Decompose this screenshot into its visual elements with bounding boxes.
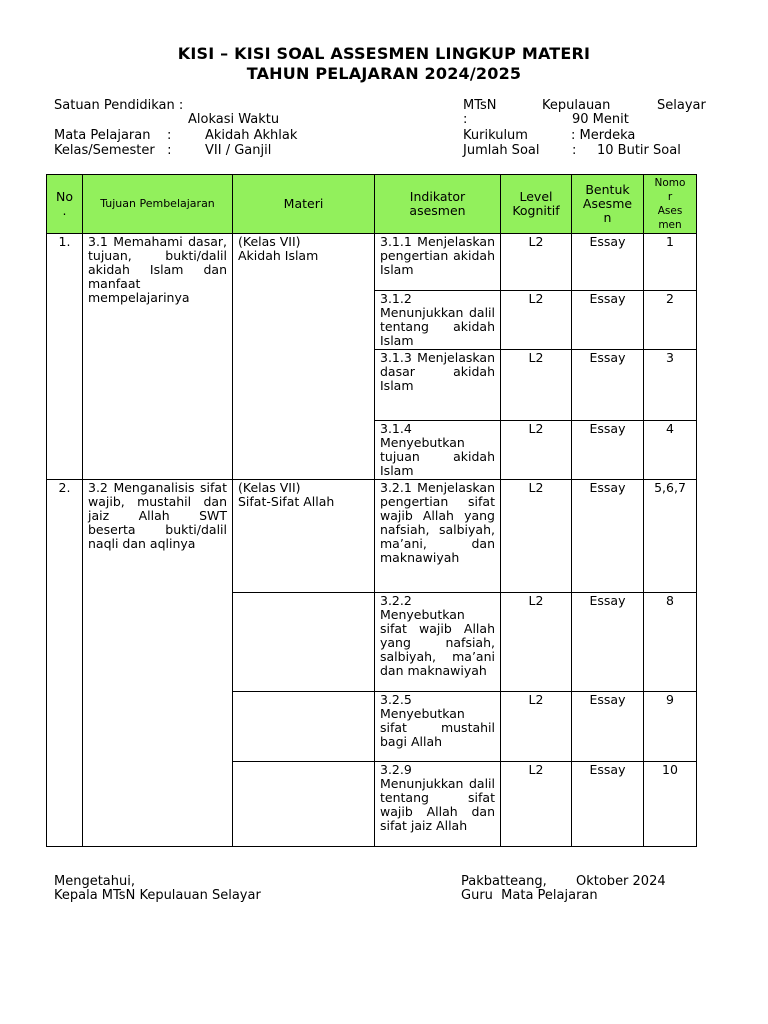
header-bentuk: Bentuk Asesme n (572, 175, 644, 234)
level-cell: L2 (501, 421, 572, 480)
sig-left-line2: Kepala MTsN Kepulauan Selayar (54, 888, 261, 903)
bentuk-cell: Essay (572, 421, 644, 480)
nomor-cell: 2 (644, 291, 697, 350)
kisi-kisi-table (46, 174, 697, 847)
nomor-cell: 1 (644, 234, 697, 291)
indikator-cell: 3.2.5 Menyebutkan sifat mustahil bagi Allah (375, 692, 501, 762)
mapel-value: Akidah Akhlak (205, 128, 298, 143)
kurikulum-label: Kurikulum (463, 128, 528, 143)
bentuk-cell: Essay (572, 480, 644, 593)
materi-cell-empty (233, 762, 375, 847)
school-word-1: MTsN (463, 98, 497, 113)
materi-cell: (Kelas VII) Akidah Islam (233, 234, 375, 480)
sig-date: Oktober 2024 (576, 874, 666, 889)
bentuk-cell: Essay (572, 291, 644, 350)
bentuk-cell: Essay (572, 692, 644, 762)
jumlah-value: 10 Butir Soal (597, 143, 681, 158)
indikator-cell: 3.1.4 Menyebutkan tujuan akidah Islam (375, 421, 501, 480)
table-header-row (47, 175, 697, 234)
sig-right-line2: Guru Mata Pelajaran (461, 888, 598, 903)
kelas-value: VII / Ganjil (205, 143, 272, 158)
header-tujuan: Tujuan Pembelajaran (83, 175, 233, 234)
level-cell: L2 (501, 692, 572, 762)
row-number: 2. (47, 480, 83, 847)
table-row (47, 234, 697, 291)
header-level: Level Kognitif (501, 175, 572, 234)
document-subtitle: TAHUN PELAJARAN 2024/2025 (246, 64, 522, 83)
jumlah-colon: : (572, 143, 577, 158)
nomor-cell: 8 (644, 593, 697, 692)
school-word-3: Selayar (657, 98, 706, 113)
alokasi-value: 90 Menit (572, 112, 629, 127)
table-row (47, 480, 697, 593)
sig-place: Pakbatteang, (461, 874, 547, 889)
materi-cell-empty (233, 692, 375, 762)
indikator-cell: 3.1.1 Menjelaskan pengertian akidah Islam (375, 234, 501, 291)
level-cell: L2 (501, 350, 572, 421)
sig-left-line1: Mengetahui, (54, 874, 135, 889)
document-title: KISI – KISI SOAL ASSESMEN LINGKUP MATERI (177, 44, 591, 63)
bentuk-cell: Essay (572, 593, 644, 692)
nomor-cell: 4 (644, 421, 697, 480)
alokasi-label: Alokasi Waktu (188, 112, 280, 127)
kurikulum-value: : Merdeka (571, 128, 636, 143)
header-materi: Materi (233, 175, 375, 234)
level-cell: L2 (501, 593, 572, 692)
materi-cell: (Kelas VII) Sifat-Sifat Allah (233, 480, 375, 593)
row-number: 1. (47, 234, 83, 480)
indikator-cell: 3.2.2 Menyebutkan sifat wajib Allah yang nafsiah, salbiyah, ma’ani dan maknawiyah (375, 593, 501, 692)
indikator-cell: 3.1.3 Menjelaskan dasar akidah Islam (375, 350, 501, 421)
level-cell: L2 (501, 480, 572, 593)
school-word-2: Kepulauan (542, 98, 611, 113)
indikator-cell: 3.2.9 Menunjukkan dalil tentang sifat wajib Allah dan sifat jaiz Allah (375, 762, 501, 847)
indikator-cell: 3.2.1 Menjelaskan pengertian sifat wajib Allah yang nafsiah, salbiyah, ma’ani, dan maknawiyah (375, 480, 501, 593)
bentuk-cell: Essay (572, 234, 644, 291)
nomor-cell: 3 (644, 350, 697, 421)
bentuk-cell: Essay (572, 350, 644, 421)
alokasi-colon: : (463, 112, 468, 127)
level-cell: L2 (501, 291, 572, 350)
satuan-label: Satuan Pendidikan : (54, 98, 184, 113)
indikator-cell: 3.1.2 Menunjukkan dalil tentang akidah Islam (375, 291, 501, 350)
tujuan-cell: 3.2 Menganalisis sifat wajib, mustahil dan jaiz Allah SWT beserta bukti/dalil naqli dan aqlinya (83, 480, 233, 847)
level-cell: L2 (501, 762, 572, 847)
kelas-label: Kelas/Semester : (54, 143, 172, 158)
materi-cell-empty (233, 593, 375, 692)
nomor-cell: 10 (644, 762, 697, 847)
header-no: No . (47, 175, 83, 234)
bentuk-cell: Essay (572, 762, 644, 847)
header-nomor: Nomo r Ases men (644, 175, 697, 234)
nomor-cell: 5,6,7 (644, 480, 697, 593)
mapel-label: Mata Pelajaran : (54, 128, 172, 143)
nomor-cell: 9 (644, 692, 697, 762)
header-indikator: Indikator asesmen (375, 175, 501, 234)
jumlah-label: Jumlah Soal (463, 143, 540, 158)
tujuan-cell: 3.1 Memahami dasar, tujuan, bukti/dalil akidah Islam dan manfaat mempelajarinya (83, 234, 233, 480)
level-cell: L2 (501, 234, 572, 291)
